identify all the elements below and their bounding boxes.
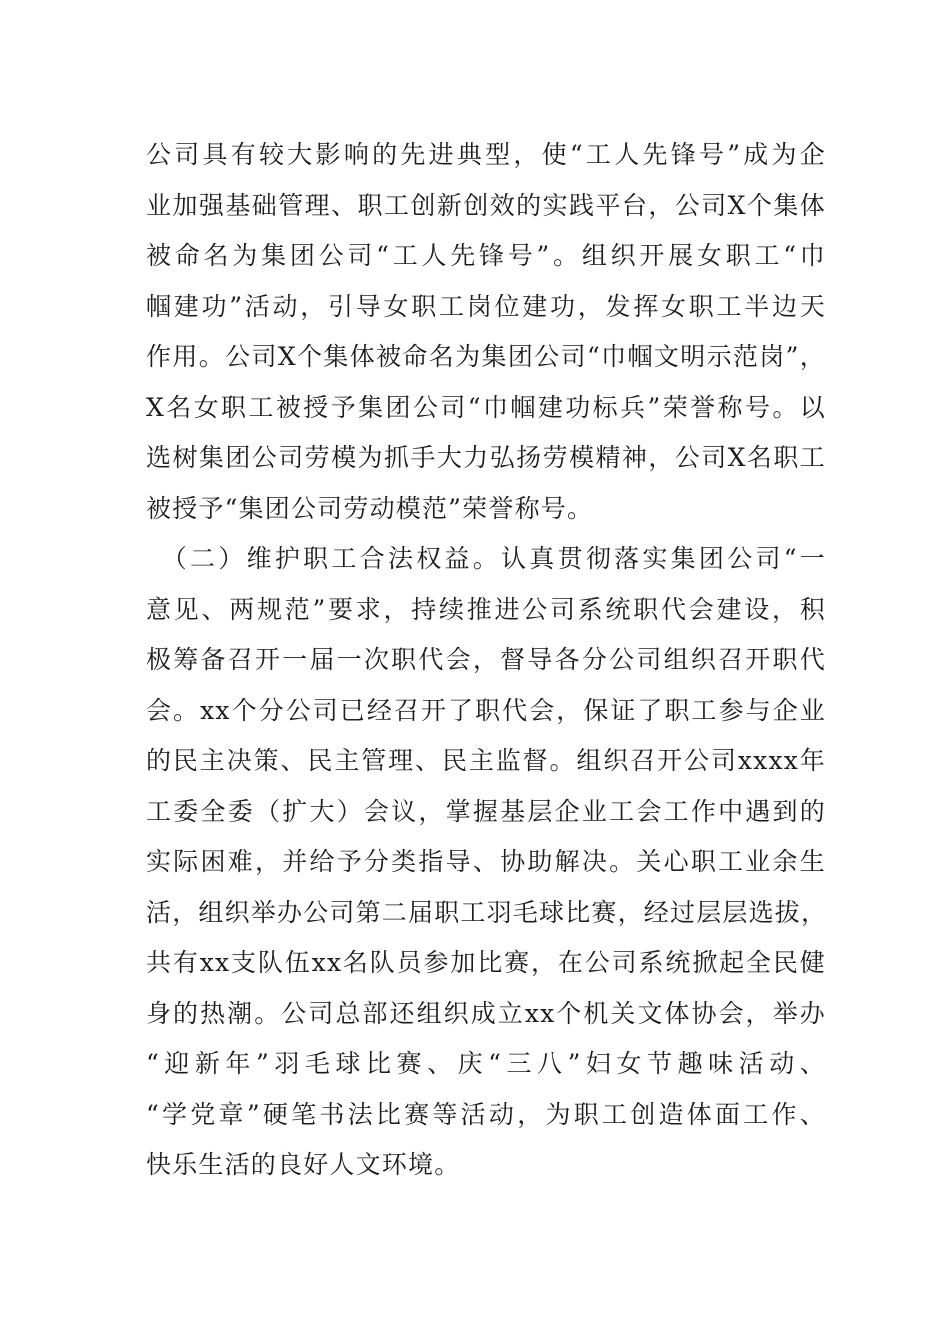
text-line-20: “学党章”硬笔书法比赛等活动，为职工创造体面工作、 [146, 1099, 826, 1129]
text-line-1: 公司具有较大影响的先进典型，使“工人先锋号”成为企 [146, 140, 826, 169]
body-text [146, 130, 826, 1191]
text-line-14: 工委全委（扩大）会议，掌握基层企业工会工作中遇到的 [146, 796, 826, 826]
text-line-5: 作用。公司X个集体被命名为集团公司“巾帼文明示范岗”， [146, 342, 826, 371]
text-line-19: “迎新年”羽毛球比赛、庆“三八”妇女节趣味活动、 [146, 1049, 826, 1078]
text-line-15: 实际困难，并给予分类指导、协助解决。关心职工业余生 [146, 847, 826, 876]
text-line-8: 被授予“集团公司劳动模范”荣誉称号。 [146, 493, 594, 523]
text-line-12: 会。xx个分公司已经召开了职代会，保证了职工参与企业 [146, 695, 826, 725]
text-line-3: 被命名为集团公司“工人先锋号”。组织开展女职工“巾 [146, 241, 826, 270]
text-line-11: 极筹备召开一届一次职代会，督导各分公司组织召开职代 [146, 645, 826, 674]
text-line-7: 选树集团公司劳模为抓手大力弘扬劳模精神，公司X名职工 [146, 443, 826, 472]
text-line-16: 活，组织举办公司第二届职工羽毛球比赛，经过层层选拔， [146, 897, 828, 927]
text-line-2: 业加强基础管理、职工创新创效的实践平台，公司X个集体 [146, 190, 826, 220]
text-line-17: 共有xx支队伍xx名队员参加比赛，在公司系统掀起全民健 [146, 948, 826, 977]
text-line-6: X名女职工被授予集团公司“巾帼建功标兵”荣誉称号。以 [146, 392, 826, 422]
text-line-10: 意见、两规范”要求，持续推进公司系统职代会建设，积 [146, 594, 826, 624]
text-line-18: 身的热潮。公司总部还组织成立xx个机关文体协会，举办 [146, 998, 826, 1028]
text-line-4: 帼建功”活动，引导女职工岗位建功，发挥女职工半边天 [146, 291, 826, 321]
text-line-21: 快乐生活的良好人文环境。 [146, 1150, 461, 1179]
text-line-13: 的民主决策、民主管理、民主监督。组织召开公司xxxx年 [146, 746, 826, 775]
text-line-9: （二）维护职工合法权益。认真贯彻落实集团公司“一 [146, 544, 826, 573]
